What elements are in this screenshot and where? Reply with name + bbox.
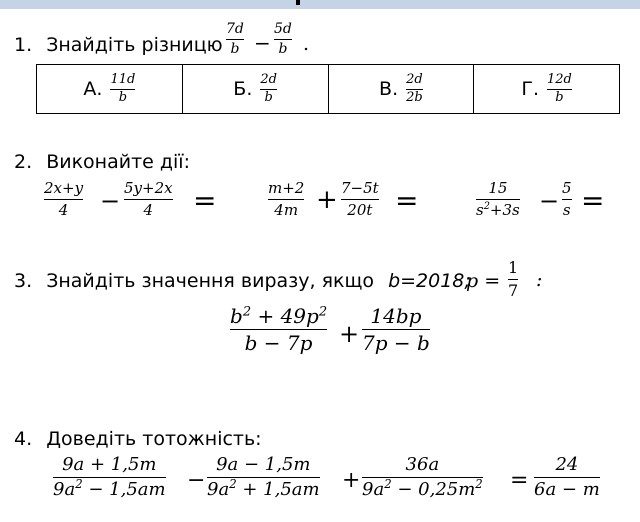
frac-num: 14bp [370,304,422,328]
frac-num: 9a + 1,5m [62,454,157,475]
frac-bar [508,279,518,280]
den-exponent: 2 [229,476,237,491]
q1-frac-b-num: 5d [274,21,292,37]
q3-colon: : [536,269,543,291]
q1-frac-a-den: b [230,41,240,58]
q1-frac-a-bar [226,39,244,40]
frac-den: 6a − m [534,478,600,500]
frac-den: 20t [347,200,373,219]
frac-bar [476,199,520,200]
num-part: + 49p [251,304,319,328]
q1-minus: − [254,31,271,55]
q1-line [14,36,223,55]
frac-bar [207,477,320,478]
header-mark [296,0,300,5]
frac-bar [53,477,166,478]
q3-text: Знайдіть значення виразу, якщо [46,270,375,292]
option-num: 2d [260,71,277,87]
frac-bar [268,199,304,200]
frac-den [53,476,166,500]
option-letter: А. [83,78,103,100]
q1-option-v[interactable] [328,65,474,114]
option-letter: Б. [233,78,253,100]
frac-num: 2x+y [44,179,84,197]
den-exponent: 2 [384,476,392,491]
den-part: 9a [53,478,76,500]
q4-line [14,430,262,449]
den-exponent: 2 [475,476,483,491]
frac-num: 5 [562,179,572,197]
q3-p-var: p = [466,270,501,292]
q1-fraction-a [226,22,244,58]
q2-e1-equals: = [193,184,217,217]
q2-line [14,153,190,172]
num-exponent: 2 [318,304,328,320]
frac-num: 15 [488,179,508,197]
frac-den [476,202,520,219]
frac-den: 4m [274,200,299,219]
option-num: 2d [406,71,423,87]
q1-text: Знайдіть різницю [46,34,223,56]
option-den: 2b [406,89,423,105]
frac-bar [534,477,600,478]
q4-op-2: + [342,468,361,493]
header-band [0,0,640,9]
frac-den: s [562,200,571,219]
option-den: b [555,89,564,105]
q2-e3-frac-a [476,180,520,218]
q1-answer-table [36,64,620,114]
frac-num: 9a − 1,5m [216,454,311,475]
den-part: − 1,5am [82,478,166,500]
frac-bar [124,199,173,200]
frac-bar [44,199,83,200]
frac-den: 7p − b [362,331,430,355]
q4-text: Доведіть тотожність: [46,428,262,450]
frac-den: 7 [508,280,519,300]
frac-bar [362,329,430,330]
option-letter: В. [379,78,399,100]
q2-e3-op: − [539,187,560,215]
q1-number: 1. [14,34,33,56]
q3-number: 3. [14,270,33,292]
den-exponent: 2 [75,476,83,491]
frac-num: 7−5t [341,179,379,197]
option-num: 12d [547,71,572,87]
q3-op: + [339,320,360,348]
option-fraction [406,73,423,106]
q3-line [14,272,471,291]
option-letter: Г. [521,78,539,100]
num-part: b [230,304,243,328]
q2-number: 2. [14,151,33,173]
q4-frac-4 [534,455,600,500]
option-fraction [547,73,572,106]
option-den: b [118,89,128,105]
frac-num: m+2 [268,179,305,197]
q1-period: . [303,33,310,55]
frac-den: 4 [58,200,69,219]
q2-e2-frac-b [341,180,379,218]
q1-frac-a-num: 7d [226,21,244,37]
frac-den [362,476,483,500]
q2-e3-frac-b [562,180,572,218]
frac-bar [362,477,483,478]
num-exponent: 2 [242,304,252,320]
option-fraction [110,73,135,106]
q2-e3-equals: = [581,184,605,217]
frac-num: 36a [405,454,440,475]
frac-den: 4 [143,200,154,219]
q3-b-condition: b=2018; [388,270,471,292]
q2-e1-frac-a [44,180,83,218]
q2-e2-frac-a [268,180,304,218]
den-exponent: 2 [483,200,490,212]
q2-e2-op: + [316,185,338,215]
option-num: 11d [110,71,136,87]
q1-option-g[interactable] [474,65,620,114]
q2-text: Виконайте дії: [46,151,190,173]
q4-frac-2 [207,455,320,500]
frac-den [207,476,320,500]
q1-frac-b-bar [274,39,292,40]
q4-number: 4. [14,428,33,450]
q4-op-1: − [187,468,206,493]
den-part: − 0,25m [391,478,476,500]
q1-option-b[interactable] [182,65,328,114]
frac-bar [562,199,572,200]
den-base: s [476,200,484,219]
q3-p-frac [508,259,518,299]
q3-frac-b [362,305,430,354]
frac-bar [230,329,327,330]
den-part: + 1,5am [236,478,320,500]
q4-frac-1 [53,455,166,500]
option-den: b [264,89,273,105]
q2-e1-op: − [100,187,121,215]
q1-option-a[interactable] [37,65,183,114]
q3-frac-a [230,305,327,354]
frac-num [230,305,327,327]
option-fraction [260,73,277,106]
frac-bar [341,199,379,200]
den-part: 9a [207,478,230,500]
q1-fraction-b [274,22,292,58]
den-part: 9a [362,478,385,500]
q4-equals: = [510,468,529,493]
frac-num: 1 [508,258,519,277]
q1-frac-b-den: b [278,41,288,58]
den-rest: +3s [489,200,520,219]
frac-num: 5y+2x [124,179,173,197]
frac-num: 24 [555,454,579,475]
q2-e1-frac-b [124,180,173,218]
q2-e2-equals: = [395,184,419,217]
q4-frac-3 [362,455,483,500]
frac-den: b − 7p [244,331,313,355]
